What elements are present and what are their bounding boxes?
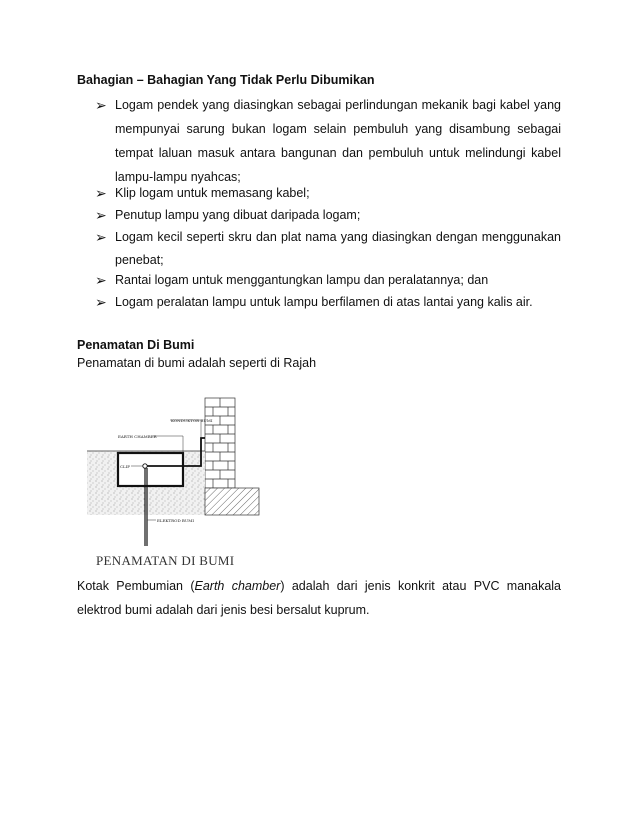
section-heading-earth-termination: Penamatan Di Bumi: [77, 338, 195, 352]
bullet-4-line-2: penebat;: [115, 253, 164, 267]
chamber-description-line-2: elektrod bumi adalah dari jenis besi bersalut kuprum.: [77, 603, 370, 617]
foundation-hatch: [205, 488, 259, 515]
bullet-6-text: Logam peralatan lampu untuk lampu berfilamen di atas lantai yang kalis air.: [115, 295, 533, 309]
arrow-bullet-icon: ➢: [95, 185, 107, 201]
bullet-1-line-4: lampu-lampu nyahcas;: [115, 170, 241, 184]
label-konduktor-bumi: KONDUKTOR BUMI: [171, 418, 213, 423]
section-intro-text: Penamatan di bumi adalah seperti di Rajah: [77, 356, 317, 370]
bullet-1-line-2: mempunyai sarung bukan logam selain pembuluh yang disambung sebagai: [115, 122, 561, 136]
arrow-bullet-icon: ➢: [95, 294, 107, 310]
earth-chamber-box: [118, 453, 183, 486]
desc-part-2: ) adalah dari jenis konkrit atau PVC manakala: [280, 579, 562, 593]
bullet-1-line-3: tempat laluan masuk antara bangunan dan pembuluh untuk melindungi kabel: [115, 146, 561, 160]
bullet-3-text: Penutup lampu yang dibuat daripada logam;: [115, 208, 361, 222]
chamber-description-line-1: [77, 578, 561, 594]
bullet-5-text: Rantai logam untuk menggantungkan lampu dan peralatannya; dan: [115, 273, 489, 287]
brick-wall: [205, 398, 235, 488]
bullet-1-line-1: Logam pendek yang diasingkan sebagai perlindungan mekanik bagi kabel yang: [115, 98, 561, 112]
arrow-bullet-icon: ➢: [95, 272, 107, 288]
arrow-bullet-icon: ➢: [95, 207, 107, 223]
label-earth-chamber: EARTH CHAMBER: [118, 434, 157, 439]
label-clip: CLIP: [120, 464, 130, 469]
label-elektrod-bumi: ELEKTROD BUMI: [157, 518, 194, 523]
figure-caption: PENAMATAN DI BUMI: [96, 553, 235, 568]
earth-termination-diagram: [83, 396, 263, 568]
clip-marker: [143, 464, 147, 468]
bullet-2-text: Klip logam untuk memasang kabel;: [115, 186, 310, 200]
desc-part-1: Kotak Pembumian (: [77, 579, 195, 593]
arrow-bullet-icon: ➢: [95, 97, 107, 113]
bullet-4-line-1: Logam kecil seperti skru dan plat nama yang diasingkan dengan menggunakan: [115, 230, 561, 244]
desc-earth-chamber-term: Earth chamber: [194, 579, 281, 593]
arrow-bullet-icon: ➢: [95, 229, 107, 245]
section-heading-unearthed-parts: Bahagian – Bahagian Yang Tidak Perlu Dibumikan: [77, 73, 375, 87]
